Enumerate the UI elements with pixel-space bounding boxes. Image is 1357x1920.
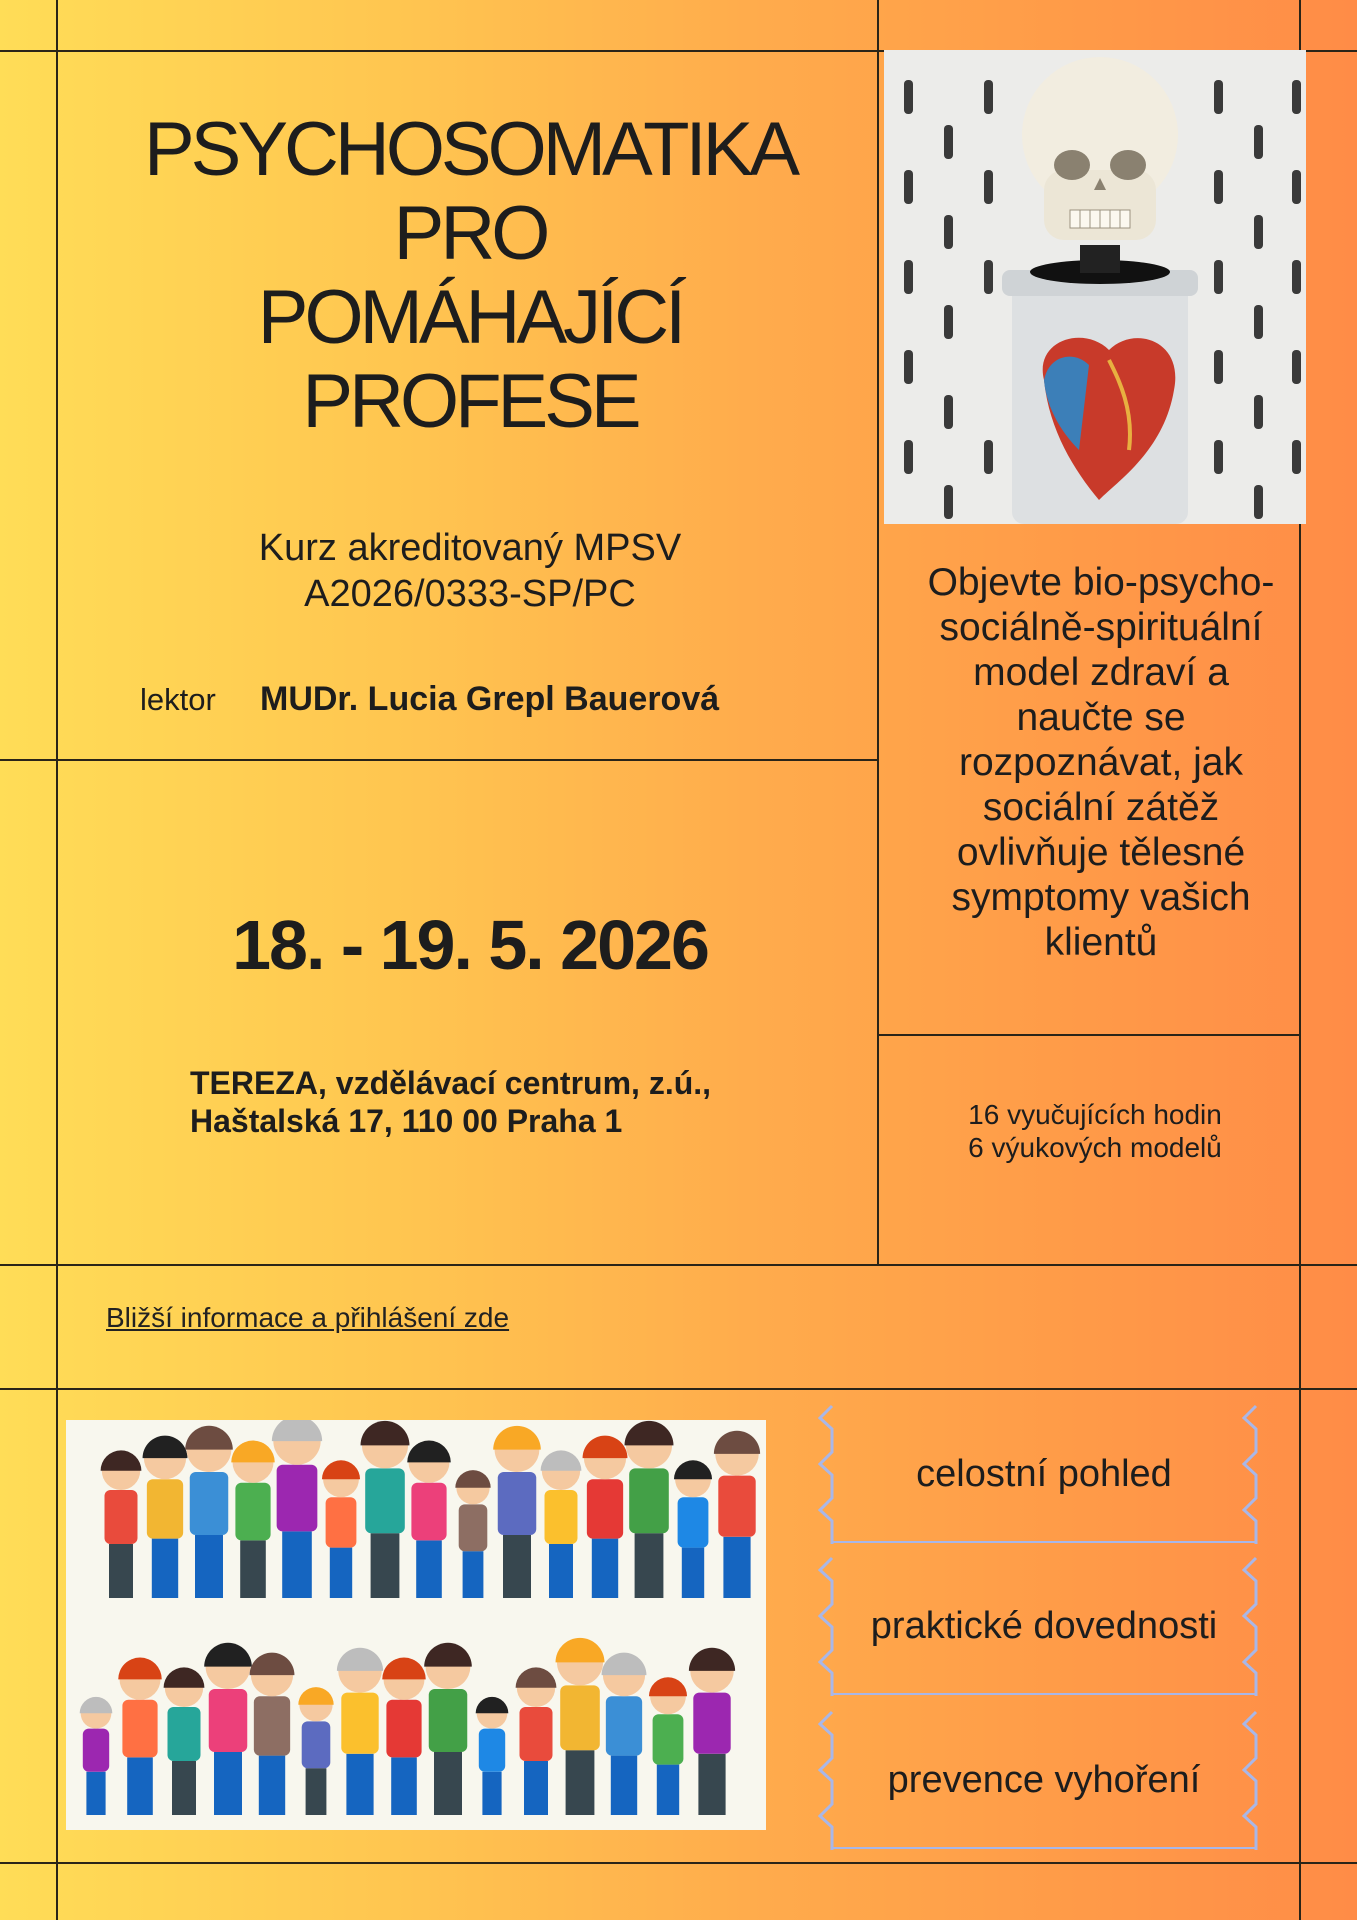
description-line: sociální zátěž [982, 786, 1220, 829]
grid-line [878, 1034, 1300, 1036]
badge-holistic-view [818, 1404, 1270, 1544]
description-line: klientů [1044, 921, 1158, 964]
page-title [60, 108, 880, 444]
title-line: PROFESE [302, 359, 638, 444]
accreditation-code: A2026/0333-SP/PC [304, 573, 636, 615]
description-line: model zdraví a [973, 651, 1229, 694]
grid-line [0, 759, 878, 761]
skull-heart-photo [884, 50, 1306, 524]
grid-line [0, 1388, 1357, 1390]
badge-practical-skills [818, 1556, 1270, 1696]
accreditation [120, 525, 820, 617]
skull-heart-illustration [884, 50, 1306, 524]
accreditation-line: Kurz akreditovaný MPSV [258, 527, 682, 569]
description-line: ovlivňuje tělesné [956, 831, 1246, 874]
title-line: PRO [393, 191, 547, 276]
lecturer-name: MUDr. Lucia Grepl Bauerová [260, 680, 720, 718]
grid-line [0, 1862, 1357, 1864]
title-line: PSYCHOSOMATIKA [143, 107, 797, 192]
description-line: symptomy vašich [951, 876, 1251, 919]
models-count: 6 výukových modelů [968, 1132, 1222, 1163]
course-date: 18. - 19. 5. 2026 [232, 906, 708, 984]
description-line: naučte se [1016, 696, 1186, 739]
grid-line [56, 0, 58, 1920]
badge-label: celostní pohled [916, 1452, 1172, 1495]
venue-line: TEREZA, vzdělávací centrum, z.ú., [190, 1065, 712, 1101]
course-stats [880, 1098, 1310, 1164]
badge-burnout-prevention [818, 1710, 1270, 1850]
course-description [880, 560, 1322, 965]
description-line: rozpoznávat, jak [959, 741, 1243, 784]
description-line: Objevte bio-psycho- [927, 561, 1275, 604]
venue [190, 1064, 711, 1140]
description-line: sociálně-spirituální [939, 606, 1263, 649]
lecturer-label: lektor [140, 682, 216, 717]
badge-label: praktické dovednosti [870, 1604, 1218, 1647]
grid-line [0, 1264, 1357, 1266]
people-illustration [66, 1420, 766, 1830]
hours-count: 16 vyučujících hodin [968, 1099, 1222, 1130]
venue-address: Haštalská 17, 110 00 Praha 1 [190, 1103, 623, 1139]
registration-link[interactable]: Bližší informace a přihlášení zde [106, 1302, 510, 1333]
badge-label: prevence vyhoření [887, 1758, 1201, 1801]
people-illustration-svg [66, 1420, 766, 1830]
title-line: POMÁHAJÍCÍ [257, 275, 683, 360]
